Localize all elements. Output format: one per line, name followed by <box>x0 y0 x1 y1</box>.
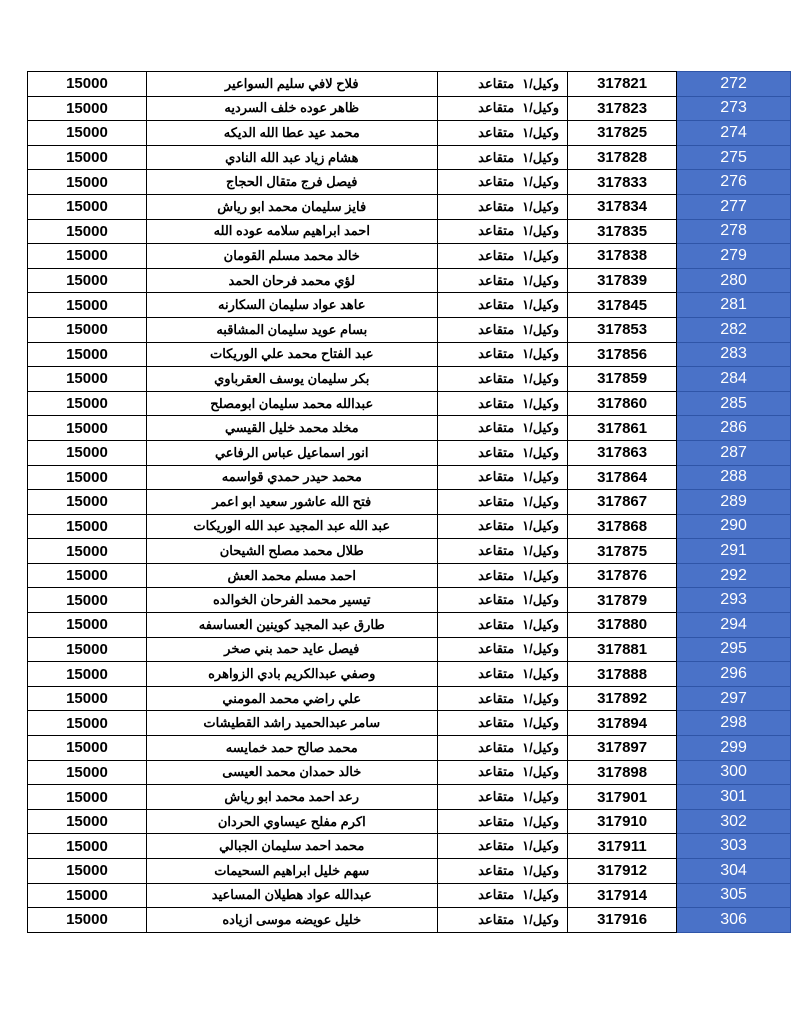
sequence-number-cell: 296 <box>677 662 791 687</box>
military-number-cell: 317853 <box>568 317 677 342</box>
rank-label: وكيل/١ <box>522 911 560 927</box>
status-label: متقاعد <box>478 887 515 903</box>
name-cell: عاهد عواد سليمان السكارنه <box>146 293 437 318</box>
military-number-cell: 317864 <box>568 465 677 490</box>
retirees-table <box>27 71 791 933</box>
amount-cell: 15000 <box>28 514 147 539</box>
sequence-number-cell: 286 <box>677 416 791 441</box>
military-number-cell: 317828 <box>568 145 677 170</box>
military-number-cell: 317879 <box>568 588 677 613</box>
table-row <box>28 391 791 416</box>
sequence-number-cell: 274 <box>677 121 791 146</box>
rank-label: وكيل/١ <box>522 567 560 583</box>
military-number-cell: 317856 <box>568 342 677 367</box>
name-cell: محمد حيدر حمدي قواسمه <box>146 465 437 490</box>
military-number-cell: 317880 <box>568 613 677 638</box>
military-number-cell: 317860 <box>568 391 677 416</box>
rank-status-cell <box>437 416 567 441</box>
rank-label: وكيل/١ <box>522 124 560 140</box>
sequence-number-cell: 292 <box>677 563 791 588</box>
name-cell: ظاهر عوده خلف السرديه <box>146 96 437 121</box>
status-label: متقاعد <box>478 297 515 313</box>
table-row <box>28 317 791 342</box>
military-number-cell: 317875 <box>568 539 677 564</box>
amount-cell: 15000 <box>28 859 147 884</box>
amount-cell: 15000 <box>28 293 147 318</box>
table-row <box>28 662 791 687</box>
table-row <box>28 170 791 195</box>
table-row <box>28 563 791 588</box>
name-cell: هشام زياد عبد الله النادي <box>146 145 437 170</box>
status-label: متقاعد <box>478 543 515 559</box>
table-row <box>28 194 791 219</box>
status-label: متقاعد <box>478 666 515 682</box>
table-row <box>28 785 791 810</box>
name-cell: انور اسماعيل عباس الرفاعي <box>146 440 437 465</box>
amount-cell: 15000 <box>28 268 147 293</box>
rank-status-cell <box>437 588 567 613</box>
amount-cell: 15000 <box>28 72 147 97</box>
status-label: متقاعد <box>478 493 515 509</box>
name-cell: فايز سليمان محمد ابو رياش <box>146 194 437 219</box>
status-label: متقاعد <box>478 370 515 386</box>
name-cell: عبد الفتاح محمد علي الوريكات <box>146 342 437 367</box>
name-cell: وصفي عبدالكريم بادي الزواهره <box>146 662 437 687</box>
name-cell: محمد عيد عطا الله الديكه <box>146 121 437 146</box>
rank-label: وكيل/١ <box>522 764 560 780</box>
status-label: متقاعد <box>478 124 515 140</box>
amount-cell: 15000 <box>28 834 147 859</box>
name-cell: فلاح لافي سليم السواعير <box>146 72 437 97</box>
rank-status-cell <box>437 465 567 490</box>
status-label: متقاعد <box>478 247 515 263</box>
table-row <box>28 342 791 367</box>
military-number-cell: 317859 <box>568 367 677 392</box>
table-row <box>28 760 791 785</box>
status-label: متقاعد <box>478 149 515 165</box>
sequence-number-cell: 277 <box>677 194 791 219</box>
status-label: متقاعد <box>478 739 515 755</box>
amount-cell: 15000 <box>28 440 147 465</box>
amount-cell: 15000 <box>28 785 147 810</box>
rank-status-cell <box>437 686 567 711</box>
status-label: متقاعد <box>478 444 515 460</box>
amount-cell: 15000 <box>28 908 147 933</box>
amount-cell: 15000 <box>28 219 147 244</box>
rank-status-cell <box>437 613 567 638</box>
amount-cell: 15000 <box>28 145 147 170</box>
status-label: متقاعد <box>478 764 515 780</box>
rank-label: وكيل/١ <box>522 420 560 436</box>
rank-status-cell <box>437 637 567 662</box>
rank-status-cell <box>437 145 567 170</box>
table-row <box>28 834 791 859</box>
name-cell: محمد صالح حمد خمايسه <box>146 736 437 761</box>
rank-label: وكيل/١ <box>522 346 560 362</box>
table-row <box>28 711 791 736</box>
rank-label: وكيل/١ <box>522 838 560 854</box>
amount-cell: 15000 <box>28 539 147 564</box>
table-row <box>28 908 791 933</box>
amount-cell: 15000 <box>28 637 147 662</box>
name-cell: احمد مسلم محمد العش <box>146 563 437 588</box>
rank-label: وكيل/١ <box>522 690 560 706</box>
rank-status-cell <box>437 760 567 785</box>
rank-status-cell <box>437 367 567 392</box>
table-row <box>28 686 791 711</box>
status-label: متقاعد <box>478 715 515 731</box>
name-cell: فتح الله عاشور سعيد ابو اعمر <box>146 490 437 515</box>
amount-cell: 15000 <box>28 809 147 834</box>
name-cell: عبد الله عبد المجيد عبد الله الوريكات <box>146 514 437 539</box>
rank-label: وكيل/١ <box>522 223 560 239</box>
rank-status-cell <box>437 72 567 97</box>
status-label: متقاعد <box>478 223 515 239</box>
name-cell: لؤي محمد فرحان الحمد <box>146 268 437 293</box>
name-cell: سامر عبدالحميد راشد القطيشات <box>146 711 437 736</box>
rank-status-cell <box>437 317 567 342</box>
rank-label: وكيل/١ <box>522 789 560 805</box>
amount-cell: 15000 <box>28 465 147 490</box>
rank-status-cell <box>437 121 567 146</box>
rank-label: وكيل/١ <box>522 75 560 91</box>
rank-status-cell <box>437 711 567 736</box>
military-number-cell: 317861 <box>568 416 677 441</box>
rank-status-cell <box>437 219 567 244</box>
sequence-number-cell: 276 <box>677 170 791 195</box>
rank-status-cell <box>437 293 567 318</box>
name-cell: احمد ابراهيم سلامه عوده الله <box>146 219 437 244</box>
status-label: متقاعد <box>478 518 515 534</box>
table-row <box>28 145 791 170</box>
rank-label: وكيل/١ <box>522 641 560 657</box>
name-cell: محمد احمد سليمان الجبالي <box>146 834 437 859</box>
military-number-cell: 317892 <box>568 686 677 711</box>
sequence-number-cell: 284 <box>677 367 791 392</box>
sequence-number-cell: 299 <box>677 736 791 761</box>
name-cell: بكر سليمان يوسف العقرباوي <box>146 367 437 392</box>
sequence-number-cell: 293 <box>677 588 791 613</box>
status-label: متقاعد <box>478 100 515 116</box>
amount-cell: 15000 <box>28 367 147 392</box>
status-label: متقاعد <box>478 567 515 583</box>
table-row <box>28 367 791 392</box>
sequence-number-cell: 279 <box>677 244 791 269</box>
rank-status-cell <box>437 736 567 761</box>
name-cell: فيصل عايد حمد بني صخر <box>146 637 437 662</box>
table-row <box>28 613 791 638</box>
sequence-number-cell: 273 <box>677 96 791 121</box>
table-row <box>28 736 791 761</box>
military-number-cell: 317823 <box>568 96 677 121</box>
table-row <box>28 588 791 613</box>
sequence-number-cell: 301 <box>677 785 791 810</box>
sequence-number-cell: 285 <box>677 391 791 416</box>
rank-label: وكيل/١ <box>522 493 560 509</box>
rank-label: وكيل/١ <box>522 592 560 608</box>
status-label: متقاعد <box>478 272 515 288</box>
rank-status-cell <box>437 490 567 515</box>
military-number-cell: 317894 <box>568 711 677 736</box>
sequence-number-cell: 302 <box>677 809 791 834</box>
rank-status-cell <box>437 244 567 269</box>
sequence-number-cell: 283 <box>677 342 791 367</box>
military-number-cell: 317833 <box>568 170 677 195</box>
military-number-cell: 317876 <box>568 563 677 588</box>
table-row <box>28 514 791 539</box>
rank-label: وكيل/١ <box>522 444 560 460</box>
rank-status-cell <box>437 170 567 195</box>
rank-label: وكيل/١ <box>522 149 560 165</box>
military-number-cell: 317898 <box>568 760 677 785</box>
rank-status-cell <box>437 883 567 908</box>
military-number-cell: 317881 <box>568 637 677 662</box>
status-label: متقاعد <box>478 690 515 706</box>
table-row <box>28 883 791 908</box>
amount-cell: 15000 <box>28 317 147 342</box>
status-label: متقاعد <box>478 641 515 657</box>
sequence-number-cell: 288 <box>677 465 791 490</box>
name-cell: بسام عويد سليمان المشاقبه <box>146 317 437 342</box>
table-row <box>28 440 791 465</box>
sequence-number-cell: 289 <box>677 490 791 515</box>
military-number-cell: 317916 <box>568 908 677 933</box>
sequence-number-cell: 300 <box>677 760 791 785</box>
rank-label: وكيل/١ <box>522 715 560 731</box>
military-number-cell: 317888 <box>568 662 677 687</box>
status-label: متقاعد <box>478 198 515 214</box>
rank-status-cell <box>437 194 567 219</box>
sequence-number-cell: 278 <box>677 219 791 244</box>
military-number-cell: 317863 <box>568 440 677 465</box>
table-row <box>28 72 791 97</box>
rank-status-cell <box>437 662 567 687</box>
sequence-number-cell: 282 <box>677 317 791 342</box>
status-label: متقاعد <box>478 346 515 362</box>
name-cell: طارق عبد المجيد كوينين العساسفه <box>146 613 437 638</box>
table-body <box>28 72 791 933</box>
status-label: متقاعد <box>478 789 515 805</box>
military-number-cell: 317912 <box>568 859 677 884</box>
military-number-cell: 317825 <box>568 121 677 146</box>
amount-cell: 15000 <box>28 588 147 613</box>
amount-cell: 15000 <box>28 96 147 121</box>
rank-label: وكيل/١ <box>522 616 560 632</box>
rank-label: وكيل/١ <box>522 543 560 559</box>
rank-status-cell <box>437 539 567 564</box>
table-row <box>28 244 791 269</box>
name-cell: عبدالله محمد سليمان ابومصلح <box>146 391 437 416</box>
rank-status-cell <box>437 563 567 588</box>
status-label: متقاعد <box>478 321 515 337</box>
status-label: متقاعد <box>478 616 515 632</box>
military-number-cell: 317901 <box>568 785 677 810</box>
rank-label: وكيل/١ <box>522 247 560 263</box>
military-number-cell: 317835 <box>568 219 677 244</box>
status-label: متقاعد <box>478 911 515 927</box>
name-cell: سهم خليل ابراهيم السحيمات <box>146 859 437 884</box>
sequence-number-cell: 281 <box>677 293 791 318</box>
rank-label: وكيل/١ <box>522 198 560 214</box>
amount-cell: 15000 <box>28 711 147 736</box>
sequence-number-cell: 298 <box>677 711 791 736</box>
sequence-number-cell: 290 <box>677 514 791 539</box>
table-row <box>28 465 791 490</box>
amount-cell: 15000 <box>28 490 147 515</box>
status-label: متقاعد <box>478 862 515 878</box>
rank-label: وكيل/١ <box>522 518 560 534</box>
table-row <box>28 219 791 244</box>
amount-cell: 15000 <box>28 342 147 367</box>
rank-status-cell <box>437 268 567 293</box>
amount-cell: 15000 <box>28 686 147 711</box>
military-number-cell: 317910 <box>568 809 677 834</box>
name-cell: خليل عويضه موسى ازياده <box>146 908 437 933</box>
table-row <box>28 96 791 121</box>
table-row <box>28 293 791 318</box>
rank-label: وكيل/١ <box>522 395 560 411</box>
military-number-cell: 317839 <box>568 268 677 293</box>
rank-label: وكيل/١ <box>522 739 560 755</box>
rank-status-cell <box>437 96 567 121</box>
amount-cell: 15000 <box>28 613 147 638</box>
rank-status-cell <box>437 391 567 416</box>
sequence-number-cell: 306 <box>677 908 791 933</box>
name-cell: طلال محمد مصلح الشيحان <box>146 539 437 564</box>
name-cell: اكرم مفلح عيساوي الحردان <box>146 809 437 834</box>
name-cell: عبدالله عواد هطيلان المساعيد <box>146 883 437 908</box>
rank-status-cell <box>437 514 567 539</box>
name-cell: خالد محمد مسلم القومان <box>146 244 437 269</box>
rank-label: وكيل/١ <box>522 370 560 386</box>
rank-label: وكيل/١ <box>522 666 560 682</box>
rank-status-cell <box>437 440 567 465</box>
table-row <box>28 859 791 884</box>
status-label: متقاعد <box>478 395 515 411</box>
military-number-cell: 317914 <box>568 883 677 908</box>
status-label: متقاعد <box>478 174 515 190</box>
name-cell: خالد حمدان محمد العيسى <box>146 760 437 785</box>
sequence-number-cell: 280 <box>677 268 791 293</box>
sequence-number-cell: 275 <box>677 145 791 170</box>
table-row <box>28 809 791 834</box>
sequence-number-cell: 295 <box>677 637 791 662</box>
rank-label: وكيل/١ <box>522 887 560 903</box>
status-label: متقاعد <box>478 469 515 485</box>
rank-label: وكيل/١ <box>522 469 560 485</box>
amount-cell: 15000 <box>28 883 147 908</box>
sequence-number-cell: 294 <box>677 613 791 638</box>
rank-status-cell <box>437 834 567 859</box>
rank-label: وكيل/١ <box>522 862 560 878</box>
rank-label: وكيل/١ <box>522 272 560 288</box>
military-number-cell: 317821 <box>568 72 677 97</box>
table-row <box>28 539 791 564</box>
sequence-number-cell: 297 <box>677 686 791 711</box>
rank-status-cell <box>437 859 567 884</box>
military-number-cell: 317897 <box>568 736 677 761</box>
military-number-cell: 317834 <box>568 194 677 219</box>
amount-cell: 15000 <box>28 416 147 441</box>
military-number-cell: 317867 <box>568 490 677 515</box>
amount-cell: 15000 <box>28 760 147 785</box>
rank-label: وكيل/١ <box>522 813 560 829</box>
table-row <box>28 490 791 515</box>
name-cell: فيصل فرج متقال الحجاج <box>146 170 437 195</box>
status-label: متقاعد <box>478 592 515 608</box>
sequence-number-cell: 291 <box>677 539 791 564</box>
name-cell: رعد احمد محمد ابو رياش <box>146 785 437 810</box>
amount-cell: 15000 <box>28 194 147 219</box>
sequence-number-cell: 304 <box>677 859 791 884</box>
military-number-cell: 317845 <box>568 293 677 318</box>
amount-cell: 15000 <box>28 563 147 588</box>
name-cell: علي راضي محمد المومني <box>146 686 437 711</box>
sequence-number-cell: 305 <box>677 883 791 908</box>
rank-label: وكيل/١ <box>522 174 560 190</box>
status-label: متقاعد <box>478 813 515 829</box>
status-label: متقاعد <box>478 420 515 436</box>
rank-status-cell <box>437 908 567 933</box>
rank-label: وكيل/١ <box>522 321 560 337</box>
status-label: متقاعد <box>478 838 515 854</box>
military-number-cell: 317838 <box>568 244 677 269</box>
table-row <box>28 121 791 146</box>
name-cell: مخلد محمد خليل القيسي <box>146 416 437 441</box>
amount-cell: 15000 <box>28 121 147 146</box>
sequence-number-cell: 272 <box>677 72 791 97</box>
amount-cell: 15000 <box>28 244 147 269</box>
sequence-number-cell: 303 <box>677 834 791 859</box>
amount-cell: 15000 <box>28 170 147 195</box>
amount-cell: 15000 <box>28 391 147 416</box>
sequence-number-cell: 287 <box>677 440 791 465</box>
table-row <box>28 268 791 293</box>
amount-cell: 15000 <box>28 736 147 761</box>
amount-cell: 15000 <box>28 662 147 687</box>
table-row <box>28 637 791 662</box>
rank-label: وكيل/١ <box>522 297 560 313</box>
name-cell: تيسير محمد الفرحان الخوالده <box>146 588 437 613</box>
military-number-cell: 317911 <box>568 834 677 859</box>
rank-status-cell <box>437 809 567 834</box>
rank-status-cell <box>437 342 567 367</box>
status-label: متقاعد <box>478 75 515 91</box>
table-row <box>28 416 791 441</box>
rank-label: وكيل/١ <box>522 100 560 116</box>
military-number-cell: 317868 <box>568 514 677 539</box>
rank-status-cell <box>437 785 567 810</box>
